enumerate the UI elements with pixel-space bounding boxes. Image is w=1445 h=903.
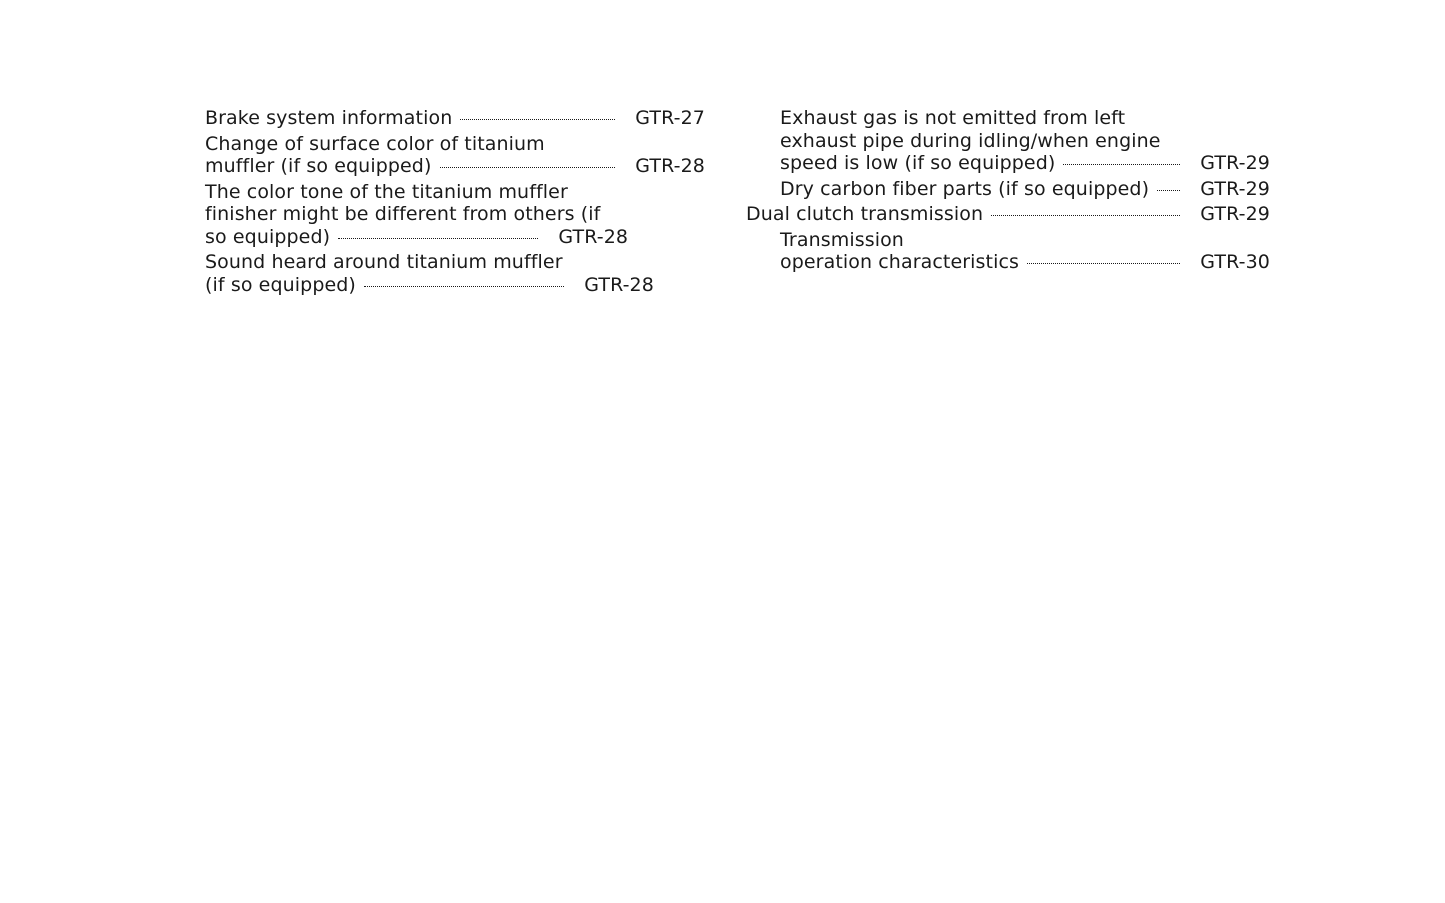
toc-entry-surface-color[interactable] — [205, 133, 705, 178]
toc-entry-sound-heard[interactable] — [205, 251, 705, 296]
toc-entry-line — [205, 274, 705, 297]
toc-entry-title: Dual clutch transmission — [746, 203, 984, 225]
toc-page-number: GTR-29 — [1200, 152, 1270, 174]
toc-page-number: GTR-28 — [635, 155, 705, 177]
toc-column-right — [746, 107, 1270, 277]
toc-entry-title: muffler (if so equipped) — [205, 155, 432, 177]
toc-entry-title: Change of surface color of titanium — [205, 132, 545, 155]
toc-page-number: GTR-27 — [635, 107, 705, 129]
toc-entry-line — [780, 152, 1270, 175]
toc-entry-brake-system[interactable] — [205, 107, 705, 130]
toc-entry-title: exhaust pipe during idling/when engine — [780, 129, 1161, 152]
toc-entry-dry-carbon[interactable] — [746, 178, 1270, 201]
toc-entry-dual-clutch[interactable] — [746, 203, 1270, 226]
dot-leader — [338, 238, 538, 239]
dot-leader — [1063, 164, 1180, 165]
dot-leader — [1157, 190, 1180, 191]
toc-entry-title: The color tone of the titanium muffler — [205, 180, 568, 203]
toc-entry-line — [205, 107, 705, 130]
dot-leader — [440, 167, 616, 168]
toc-entry-title: Sound heard around titanium muffler — [205, 251, 563, 273]
toc-entry-line — [746, 203, 1270, 226]
dot-leader — [1027, 263, 1180, 264]
toc-page-number: GTR-28 — [584, 273, 654, 296]
toc-entry-line — [205, 155, 705, 178]
toc-entry-title: so equipped) — [205, 225, 331, 248]
toc-entry-title: Dry carbon fiber parts (if so equipped) — [780, 177, 1150, 200]
toc-entry-exhaust-gas[interactable] — [746, 107, 1270, 175]
toc-entry-title: (if so equipped) — [205, 273, 356, 296]
toc-entry-transmission-operation[interactable] — [746, 229, 1270, 274]
toc-page-number: GTR-29 — [1200, 177, 1270, 200]
toc-entry-title: Brake system information — [205, 107, 453, 129]
toc-entry-title: operation characteristics — [780, 251, 1019, 273]
toc-page-number: GTR-30 — [1200, 251, 1270, 273]
dot-leader — [991, 215, 1180, 216]
toc-entry-line — [780, 178, 1270, 201]
toc-entry-title: Transmission — [780, 228, 904, 251]
toc-page-number: GTR-28 — [558, 225, 629, 248]
toc-entry-title: finisher might be different from others (if — [205, 203, 601, 225]
toc-entry-title: Exhaust gas is not emitted from left — [780, 107, 1126, 129]
toc-entry-line — [205, 226, 705, 249]
toc-page-number: GTR-29 — [1200, 203, 1270, 225]
dot-leader — [460, 119, 615, 120]
dot-leader — [364, 286, 564, 287]
toc-entry-title: speed is low (if so equipped) — [780, 152, 1056, 174]
toc-entry-line — [780, 251, 1270, 274]
toc-entry-color-tone[interactable] — [205, 181, 705, 249]
toc-column-left — [205, 107, 705, 299]
